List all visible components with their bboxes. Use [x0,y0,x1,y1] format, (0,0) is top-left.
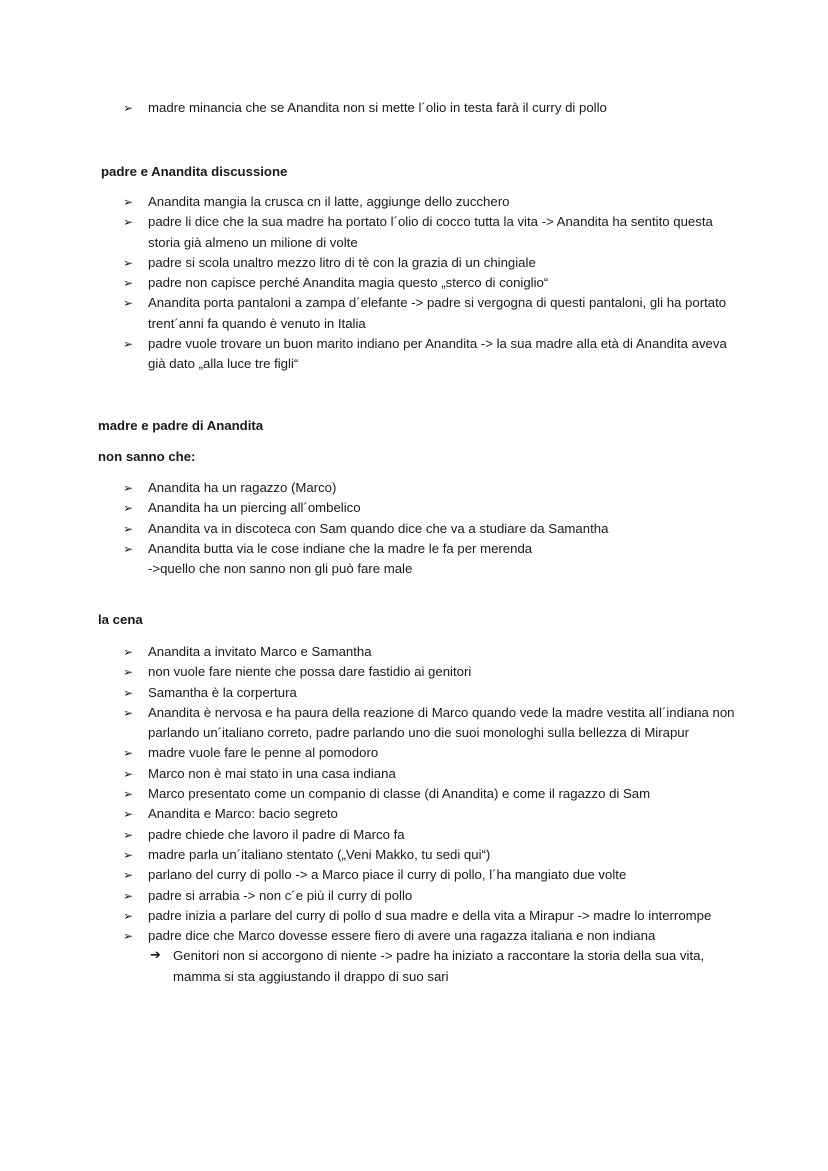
list-item-continuation: ->quello che non sanno non gli può fare male [148,561,413,577]
list-item: ➢ Marco non è mai stato in una casa indiana [0,764,828,784]
list-item: ➢ Anandita va in discoteca con Sam quando dice che va a studiare da Samantha [0,519,828,539]
list-item: ➢ padre non capisce perché Anandita magia questo „sterco di coniglio“ [0,273,828,293]
list-item: ➢ Anandita a invitato Marco e Samantha [0,642,828,662]
arrowhead-bullet-icon: ➢ [123,645,134,659]
dinner-bullet-list [0,642,828,987]
list-item: ➢ Anandita porta pantaloni a zampa d´elefante -> padre si vergogna di questi pantaloni, gli ha portato trent´anni fa quando è venuto in Italia [123,295,727,331]
list-item: ➢ padre si arrabia -> non c´e più il curry di pollo [0,886,828,906]
arrowhead-bullet-icon: ➢ [123,541,134,556]
list-item: ➢ Anandita ha un ragazzo (Marco) [0,478,828,498]
arrowhead-bullet-icon: ➢ [123,276,134,291]
arrowhead-bullet-icon: ➢ [123,521,134,536]
arrowhead-bullet-icon: ➢ [123,705,134,720]
list-item: ➢ padre vuole trovare un buon marito indiano per Anandita -> la sua madre alla età di Anandita aveva già dato „alla luce tre figli“ [123,336,727,372]
list-item: ➢ madre minancia che se Anandita non si mette l´olio in testa farà il curry di pollo [0,98,828,118]
top-bullet-list [0,98,828,118]
list-item: ➢ Anandita mangia la crusca cn il latte, aggiunge dello zucchero [0,192,828,212]
arrowhead-bullet-icon: ➢ [123,195,134,209]
arrowhead-bullet-icon: ➢ [123,685,134,700]
arrowhead-bullet-icon: ➢ [123,101,134,115]
arrowhead-bullet-icon: ➢ [123,766,134,781]
list-item: ➢ padre si scola unaltro mezzo litro di tè con la grazia di un chingiale [0,253,828,273]
list-item: ➢ Anandita ha un piercing all´ombelico [0,498,828,518]
arrowhead-bullet-icon: ➢ [123,807,134,822]
arrowhead-bullet-icon: ➢ [123,888,134,903]
conclusion-item: ➔ Genitori non si accorgono di niente -> padre ha iniziato a raccontare la storia della sua vita, mamma si sta aggiustando il drappo di suo sari [150,948,705,984]
arrowhead-bullet-icon: ➢ [123,868,134,883]
arrowhead-bullet-icon: ➢ [123,746,134,761]
parents-bullet-list [0,478,828,579]
list-item: ➢ Samantha è la corpertura [0,683,828,703]
list-item: ➢ parlano del curry di pollo -> a Marco piace il curry di pollo, l´ha mangiato due volte [0,865,828,885]
section-subheading-not-known: non sanno che: [98,449,196,464]
arrowhead-bullet-icon: ➢ [123,215,134,230]
arrowhead-bullet-icon: ➢ [123,481,134,495]
arrowhead-bullet-icon: ➢ [123,296,134,311]
section-heading-dinner: la cena [98,612,143,627]
list-item: ➢ padre inizia a parlare del curry di pollo d sua madre e della vita a Mirapur -> madre lo interrompe [0,906,828,926]
list-item: ➢ madre vuole fare le penne al pomodoro [0,743,828,763]
section-heading-parents: madre e padre di Anandita [98,418,264,433]
arrowhead-bullet-icon: ➢ [123,929,134,944]
discussion-bullet-list [0,192,828,375]
arrowhead-bullet-icon: ➢ [123,827,134,842]
list-item: ➢ Anandita è nervosa e ha paura della reazione di Marco quando vede la madre vestita all´indiana non parlando un´italiano correto, padre parlando uno die suoi monologhi sulla bellezza di Mirapur [123,704,735,741]
arrowhead-bullet-icon: ➢ [123,908,134,923]
arrowhead-bullet-icon: ➢ [123,501,134,516]
arrowhead-bullet-icon: ➢ [123,787,134,802]
list-item: ➢ Anandita butta via le cose indiane che la madre le fa per merenda ->quello che non sanno non gli può fare male [0,539,828,580]
list-item: ➢ padre chiede che lavoro il padre di Marco fa [0,825,828,845]
list-item: ➢ padre dice che Marco dovesse essere fiero di avere una ragazza italiana e non indiana [0,926,828,946]
section-heading-discussion: padre e Anandita discussione [101,164,288,179]
list-item: ➢ padre li dice che la sua madre ha portato l´olio di cocco tutta la vita -> Anandita ha sentito questa storia già almeno un milione di volte [123,214,713,250]
right-arrow-icon: ➔ [150,948,161,964]
list-item: ➢ madre parla un´italiano stentato („Veni Makko, tu sedi qui“) [0,845,828,865]
list-item: ➢ Anandita e Marco: bacio segreto [0,804,828,824]
arrowhead-bullet-icon: ➢ [123,847,134,862]
arrowhead-bullet-icon: ➢ [123,665,134,680]
arrowhead-bullet-icon: ➢ [123,337,134,352]
list-item: ➢ Marco presentato come un companio di classe (di Anandita) e come il ragazzo di Sam [0,784,828,804]
arrowhead-bullet-icon: ➢ [123,255,134,270]
list-item: ➢ non vuole fare niente che possa dare fastidio ai genitori [0,662,828,682]
